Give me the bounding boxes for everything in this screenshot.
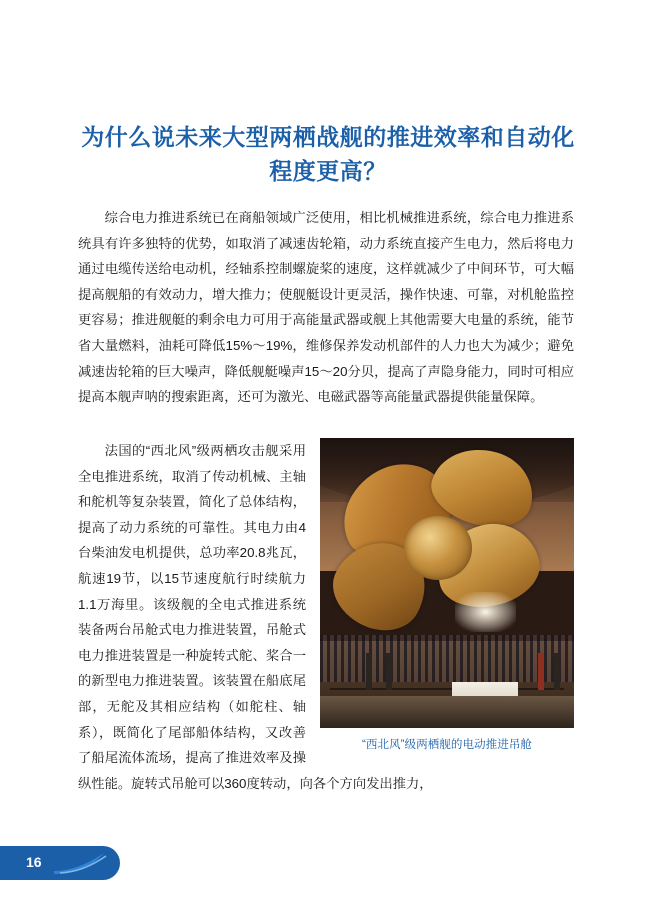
page-footer-bar bbox=[0, 846, 120, 880]
crowd-silhouettes bbox=[320, 635, 574, 681]
person-figure bbox=[366, 653, 372, 691]
page-number: 16 bbox=[26, 854, 42, 870]
foreground-floor bbox=[320, 696, 574, 728]
person-figure bbox=[386, 653, 392, 691]
figure-caption: “西北风”级两栖舰的电动推进吊舱 bbox=[361, 738, 533, 751]
figure-block bbox=[320, 438, 574, 753]
paragraph-two-block bbox=[78, 438, 574, 798]
propeller-photo bbox=[320, 438, 574, 728]
paragraph-one-block bbox=[78, 205, 574, 412]
stage-light-glow bbox=[455, 592, 516, 633]
paragraph-2: 法国的“西北风”级两栖攻击舰采用全电推进系统，取消了传动机械、主轴和舵机等复杂装置，简化了总体结构，提高了动力系统的可靠性。其电力由4台柴油发电机提供，总功率20.8兆瓦，航速19节，以15节速度航行时续航力1.1万海里。该级舰的全电式推进系统装备两台吊舱式电力推进装置，吊舱式电力推进装置是一种旋转式舵、桨合一的新型电力推进装置。该装置在船底尾部，无舵及其相应结构（如舵柱、轴系），既简化了尾部船体结构，又改善了船尾流体流场，提高了推进效率及操纵性能。旋转式吊舱可以360度转动，向各个方向发出推力， bbox=[78, 443, 433, 791]
person-figure bbox=[538, 653, 544, 691]
swoosh-icon bbox=[52, 851, 108, 875]
paragraph-1: 综合电力推进系统已在商船领域广泛使用，相比机械推进系统，综合电力推进系统具有许多独特的优势，如取消了减速齿轮箱，动力系统直接产生电力，然后将电力通过电缆传送给电动机，经轴系控制螺旋桨的速度，这样就减少了中间环节，可大幅提高舰船的有效动力，增大推力；使舰艇设计更灵活，操作快速、可靠，对机舱监控更容易；推进舰艇的剩余电力可用于高能量武器或舰上其他需要大电量的系统，能节省大量燃料，油耗可降低15%～19%，维修保养发动机部件的人力也大为减少；避免减速齿轮箱的巨大噪声，降低舰艇噪声15～20分贝，提高了声隐身能力，同时可相应提高本舰声呐的搜索距离，还可为激光、电磁武器等高能量武器提供能量保障。 bbox=[78, 210, 574, 405]
page-title: 为什么说未来大型两栖战舰的推进效率和自动化程度更高？ bbox=[81, 124, 575, 185]
person-figure bbox=[554, 653, 560, 691]
propeller-hub bbox=[404, 516, 473, 580]
